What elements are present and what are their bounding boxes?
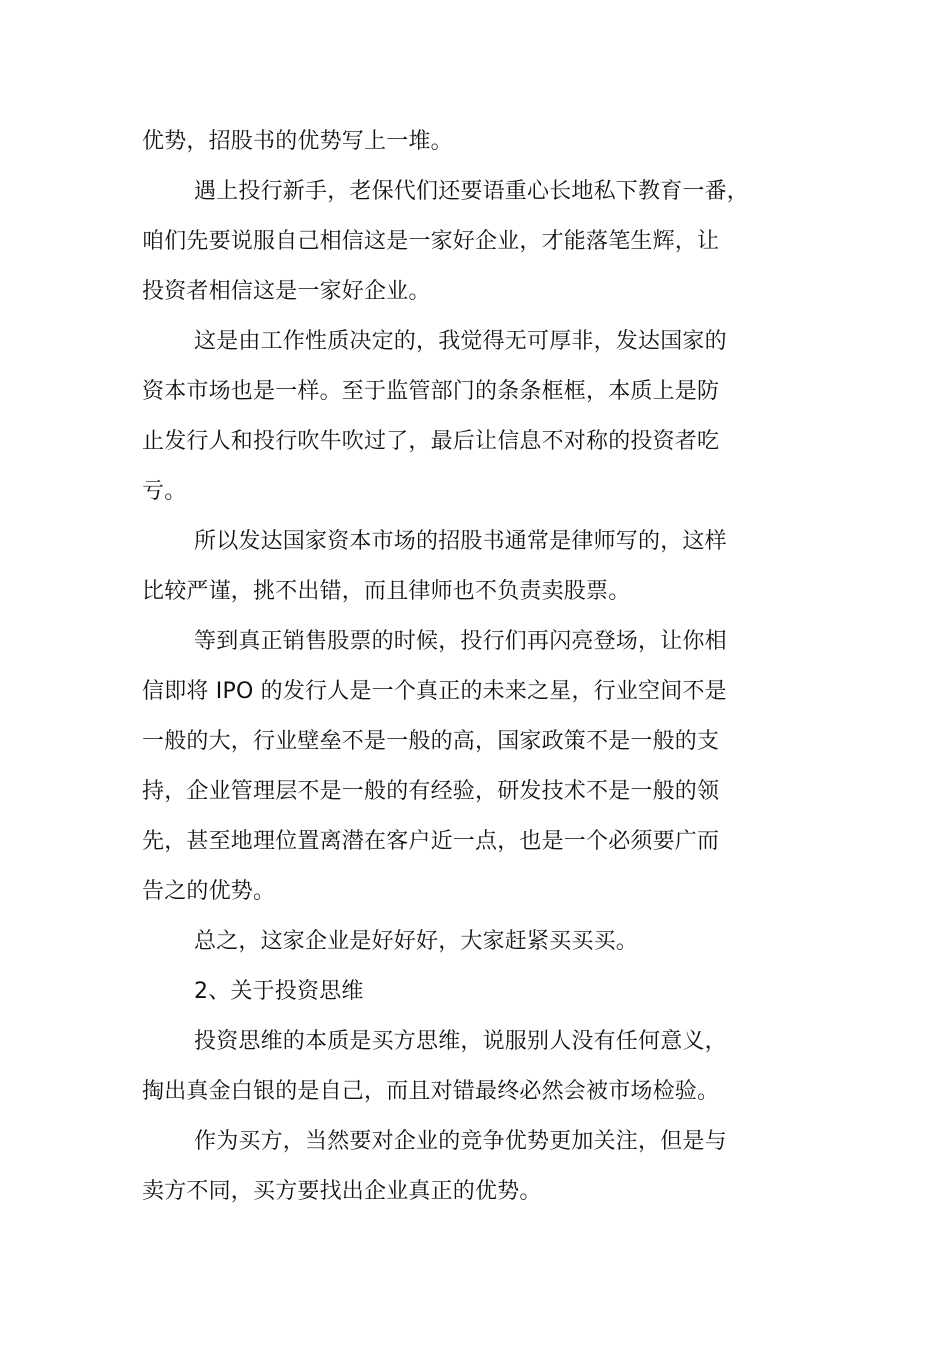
paragraph-6: 投资思维的本质是买方思维，说服别人没有任何意义， 掏出真金白银的是自己，而且对错最终必然会被市场检验。 [142,1029,727,1104]
paragraph-4: 等到真正销售股票的时候，投行们再闪亮登场，让你相 信即将 IPO 的发行人是一个真正的未来之星，行业空间不是 一般的大，行业壁垒不是一般的高，国家政策不是一般的支 持，企业管理层不是一般的有经验，研发技术不是一般的领 先，甚至地理位置离潜在客户近一点，也是一个必须要广而 告之的优势。 [142,629,727,904]
paragraph-5: 总之，这家企业是好好好，大家赶紧买买买。 [194,929,639,954]
paragraph-continuation: 优势，招股书的优势写上一堆。 [142,129,453,154]
section-heading: 2、关于投资思维 [194,979,364,1004]
document-body [142,117,762,1217]
paragraph-2: 这是由工作性质决定的，我觉得无可厚非，发达国家的 资本市场也是一样。至于监管部门的条条框框，本质上是防 止发行人和投行吹牛吹过了，最后让信息不对称的投资者吃 亏。 [142,329,727,504]
paragraph-7: 作为买方，当然要对企业的竞争优势更加关注，但是与 卖方不同，买方要找出企业真正的优势。 [142,1129,727,1204]
paragraph-3: 所以发达国家资本市场的招股书通常是律师写的，这样 比较严谨，挑不出错，而且律师也不负责卖股票。 [142,529,727,604]
paragraph-1: 遇上投行新手，老保代们还要语重心长地私下教育一番， 咱们先要说服自己相信这是一家好企业，才能落笔生辉，让 投资者相信这是一家好企业。 [142,179,750,304]
